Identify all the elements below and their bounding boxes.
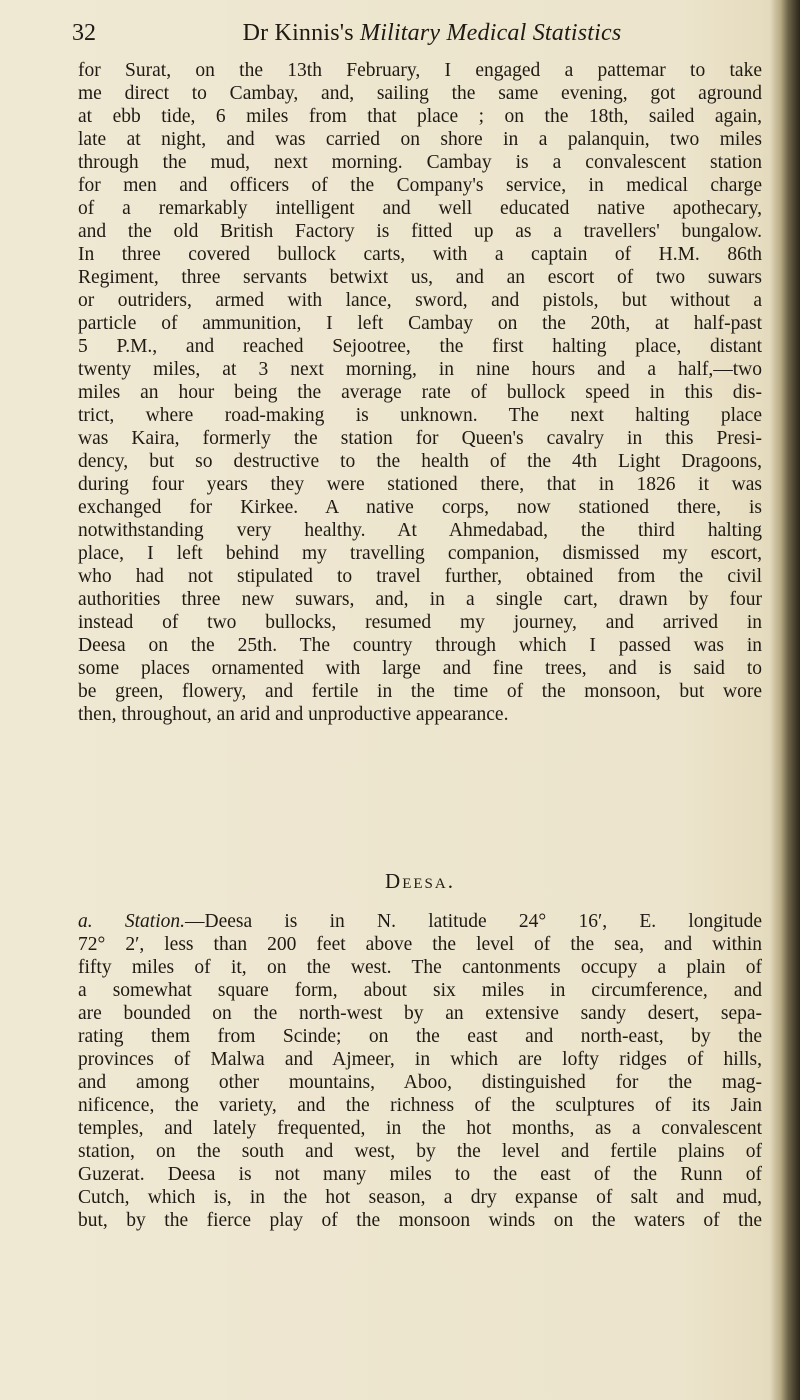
text-line: dency, but so destructive to the health of the 4th Light Dragoons, (78, 451, 762, 472)
text-line: Cutch, which is, in the hot season, a dry expanse of salt and mud, (78, 1187, 762, 1208)
text-line: particle of ammunition, I left Cambay on the 20th, at half-past (78, 313, 762, 334)
text-line: through the mud, next morning. Cambay is a convalescent station (78, 152, 762, 173)
text-line: are bounded on the north-west by an extensive sandy desert, sepa- (78, 1003, 762, 1024)
text-line: place, I left behind my travelling companion, dismissed my escort, (78, 543, 762, 564)
text-line: temples, and lately frequented, in the hot months, as a convalescent (78, 1118, 762, 1139)
text-line: 72° 2′, less than 200 feet above the level of the sea, and within (78, 934, 762, 955)
text-line: exchanged for Kirkee. A native corps, now stationed there, is (78, 497, 762, 518)
text-line: and the old British Factory is fitted up as a travellers' bungalow. (78, 221, 762, 242)
text-line: of a remarkably intelligent and well educated native apothecary, (78, 198, 762, 219)
text-line: In three covered bullock carts, with a captain of H.M. 86th (78, 244, 762, 265)
paragraph-2 (78, 910, 762, 1232)
text-line: for Surat, on the 13th February, I engaged a pattemar to take (78, 60, 762, 81)
first-line-rest: —Deesa is in N. latitude 24° 16′, E. longitude (185, 911, 762, 932)
text-line: 5 P.M., and reached Sejootree, the first halting place, distant (78, 336, 762, 357)
text-line: miles an hour being the average rate of bullock speed in this dis- (78, 382, 762, 403)
text-line: authorities three new suwars, and, in a single cart, drawn by four (78, 589, 762, 610)
paragraph-label-title: Station. (124, 911, 185, 932)
text-line: rating them from Scinde; on the east and north-east, by the (78, 1026, 762, 1047)
text-line: and among other mountains, Aboo, distinguished for the mag- (78, 1072, 762, 1093)
text-line: Guzerat. Deesa is not many miles to the east of the Runn of (78, 1164, 762, 1185)
text-line: twenty miles, at 3 next morning, in nine hours and a half,—two (78, 359, 762, 380)
running-title-italic: Military Medical Statistics (360, 20, 622, 46)
text-line-first (78, 910, 762, 933)
text-line: then, throughout, an arid and unproductive appearance. (78, 704, 509, 725)
page-header (72, 16, 762, 50)
section-heading: Deesa. (385, 869, 455, 893)
text-line: who had not stipulated to travel further, obtained from the civil (78, 566, 762, 587)
text-line: but, by the fierce play of the monsoon winds on the waters of the (78, 1210, 762, 1231)
text-line: notwithstanding very healthy. At Ahmedabad, the third halting (78, 520, 762, 541)
paragraph-1 (78, 59, 762, 726)
text-line: or outriders, armed with lance, sword, and pistols, but without a (78, 290, 762, 311)
text-line: late at night, and was carried on shore in a palanquin, two miles (78, 129, 762, 150)
text-line: for men and officers of the Company's service, in medical charge (78, 175, 762, 196)
paragraph-label: a. (78, 911, 93, 932)
text-line: station, on the south and west, by the level and fertile plains of (78, 1141, 762, 1162)
text-line: Regiment, three servants betwixt us, and an escort of two suwars (78, 267, 762, 288)
text-line: provinces of Malwa and Ajmeer, in which are lofty ridges of hills, (78, 1049, 762, 1070)
text-line: some places ornamented with large and fine trees, and is said to (78, 658, 762, 679)
text-line: nificence, the variety, and the richness of the sculptures of its Jain (78, 1095, 762, 1116)
text-line: a somewhat square form, about six miles in circumference, and (78, 980, 762, 1001)
text-line: instead of two bullocks, resumed my journey, and arrived in (78, 612, 762, 633)
text-line: trict, where road-making is unknown. The next halting place (78, 405, 762, 426)
text-line: during four years they were stationed there, that in 1826 it was (78, 474, 762, 495)
text-line: at ebb tide, 6 miles from that place ; on the 18th, sailed again, (78, 106, 762, 127)
running-title-prefix: Dr Kinnis's (242, 20, 361, 46)
running-title (152, 16, 712, 50)
text-line: Deesa on the 25th. The country through which I passed was in (78, 635, 762, 656)
page-edge-shadow (770, 0, 800, 1400)
text-line: was Kaira, formerly the station for Queen's cavalry in this Presi- (78, 428, 762, 449)
text-line: be green, flowery, and fertile in the time of the monsoon, but wore (78, 681, 762, 702)
text-line: me direct to Cambay, and, sailing the same evening, got aground (78, 83, 762, 104)
page-number: 32 (72, 20, 96, 46)
text-line: fifty miles of it, on the west. The cantonments occupy a plain of (78, 957, 762, 978)
